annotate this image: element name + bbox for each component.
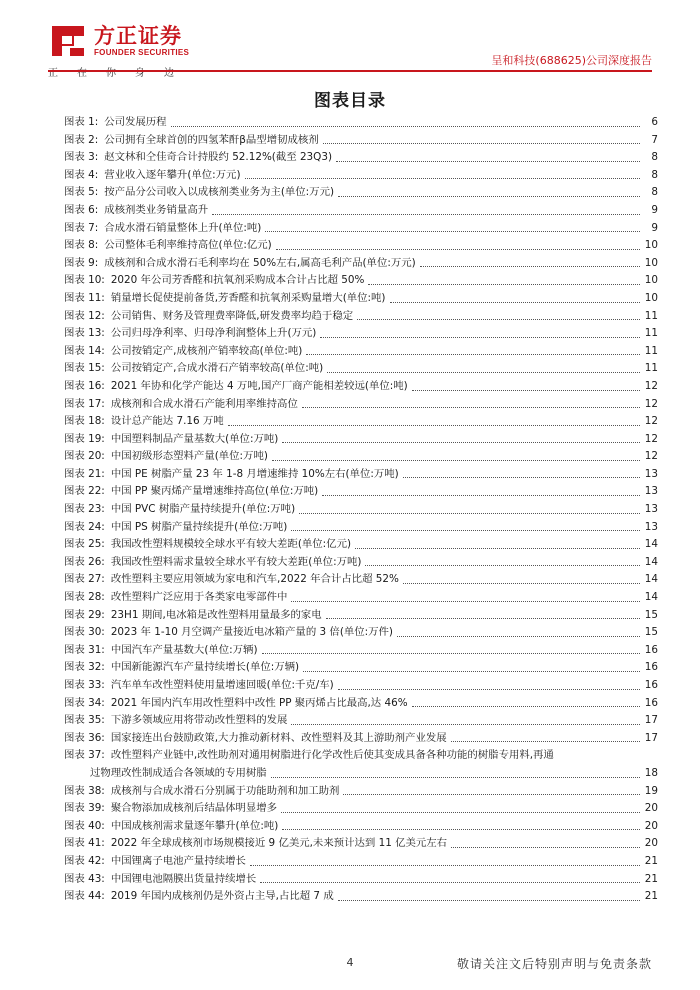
toc-row-leader <box>390 302 641 303</box>
toc-row-title: 国家接连出台鼓励政策,大力推动新材料、改性塑料及其上游助剂产业发展 <box>110 731 447 744</box>
toc-row[interactable] <box>64 184 658 202</box>
toc-row-label: 图表 18: <box>64 415 105 428</box>
toc-row-leader <box>281 812 640 813</box>
toc-row-title: 我国改性塑料需求量较全球水平有较大差距(单位:万吨) <box>110 555 362 568</box>
toc-row-leader <box>320 337 640 338</box>
toc-row[interactable] <box>64 149 658 167</box>
toc-row-title: 中国汽车产量基数大(单位:万辆) <box>110 643 258 656</box>
toc-row-title: 中国新能源汽车产量持续增长(单位:万辆) <box>110 661 300 674</box>
toc-row-page: 14 <box>644 591 658 604</box>
toc-row-label: 图表 34: <box>64 696 105 709</box>
header-divider <box>48 70 652 72</box>
toc-row-title: 成核剂和合成水滑石产能利用率维持高位 <box>110 397 298 410</box>
toc-row-page: 20 <box>644 837 658 850</box>
toc-row-page: 21 <box>644 872 658 885</box>
toc-row-title: 中国成核剂需求量逐年攀升(单位:吨) <box>110 819 279 832</box>
toc-row-label: 图表 20: <box>64 450 105 463</box>
toc-row-title: 中国 PS 树脂产量持续提升(单位:万吨) <box>110 520 288 533</box>
toc-row-page: 15 <box>644 626 658 639</box>
toc-row[interactable] <box>64 167 658 185</box>
toc-row[interactable] <box>64 308 658 326</box>
toc-row[interactable] <box>64 483 658 501</box>
toc-row[interactable] <box>64 765 658 783</box>
toc-row-label: 图表 21: <box>64 467 105 480</box>
toc-row-title: 公司按销定产,成核剂产销率较高(单位:吨) <box>110 344 303 357</box>
toc-row-title: 公司发展历程 <box>104 116 167 128</box>
toc-row[interactable] <box>64 202 658 220</box>
toc-row-title: 改性塑料产业链中,改性助剂对通用树脂进行化学改性后使其变成具备各种功能的树脂专用料,再通 <box>110 749 554 762</box>
toc-row-leader <box>403 583 640 584</box>
toc-row-title: 中国 PE 树脂产量 23 年 1-8 月增速维持 10%左右(单位:万吨) <box>110 467 399 480</box>
brand-name-cn: 方正证券 <box>94 24 182 48</box>
toc-row-label: 图表 33: <box>64 679 105 691</box>
toc-row[interactable] <box>64 325 658 343</box>
toc-row-label: 图表 11: <box>64 291 105 304</box>
toc-row-leader <box>272 460 640 461</box>
brand-logo <box>48 20 228 79</box>
toc-row-leader <box>306 354 640 355</box>
toc-row[interactable] <box>64 237 658 255</box>
toc-row-page: 21 <box>644 854 658 867</box>
toc-row-title: 聚合物添加成核剂后结晶体明显增多 <box>110 802 278 815</box>
toc-row-title: 成核剂和合成水滑石毛利率均在 50%左右,属高毛利产品(单位:万元) <box>104 256 416 269</box>
toc-row[interactable] <box>64 695 658 713</box>
toc-row-title: 中国 PVC 树脂产量持续提升(单位:万吨) <box>110 503 296 516</box>
toc-row-page: 6 <box>651 116 658 128</box>
toc-row-label: 图表 1: <box>64 116 99 128</box>
toc-row-leader <box>397 636 640 637</box>
toc-row[interactable] <box>64 589 658 607</box>
toc-row-page: 10 <box>644 239 658 252</box>
toc-row-leader <box>265 231 640 232</box>
toc-row[interactable] <box>64 378 658 396</box>
toc-row[interactable] <box>64 501 658 519</box>
toc-row-title: 公司归母净利率、归母净利润整体上升(万元) <box>110 327 317 340</box>
toc-row-page: 16 <box>644 696 658 709</box>
toc-row-page: 16 <box>644 661 658 674</box>
toc-row-title: 按产品分公司收入以成核剂类业务为主(单位:万元) <box>104 186 335 199</box>
toc-row[interactable] <box>64 730 658 748</box>
page-title: 图表目录 <box>314 91 386 111</box>
toc-row-page: 21 <box>644 890 658 903</box>
toc-row-page: 16 <box>644 643 658 656</box>
toc-row-label: 图表 2: <box>64 133 99 146</box>
toc-row-label: 图表 28: <box>64 591 105 604</box>
toc-row-title: 成核剂与合成水滑石分别属于功能助剂和加工助剂 <box>110 784 340 797</box>
toc-row-label: 图表 14: <box>64 344 105 357</box>
toc-row-label: 图表 9: <box>64 256 99 269</box>
toc-row-title: 2021 年协和化学产能达 4 万吨,国产厂商产能相差较远(单位:吨) <box>110 379 408 392</box>
toc-row-title: 设计总产能达 7.16 万吨 <box>110 415 224 428</box>
toc-row-title: 赵文林和仝佳奇合计持股约 52.12%(截至 23Q3) <box>104 151 333 164</box>
toc-row-label: 图表 39: <box>64 802 105 815</box>
toc-row[interactable] <box>64 835 658 853</box>
toc-row-title: 营业收入逐年攀升(单位:万元) <box>104 168 241 181</box>
toc-row-title: 中国初级形态塑料产量(单位:万吨) <box>110 450 268 463</box>
toc-row-label: 图表 37: <box>64 749 105 762</box>
toc-row-title: 中国锂电池隔膜出货量持续增长 <box>110 872 257 885</box>
toc-row-leader <box>338 689 640 690</box>
toc-row-leader <box>355 548 640 549</box>
toc-row-title: 销量增长促使提前备货,芳香醛和抗氧剂采购量增大(单位:吨) <box>110 291 386 304</box>
toc-row-page: 10 <box>644 291 658 304</box>
toc-row-page: 11 <box>644 344 658 357</box>
toc-row-leader <box>260 882 640 883</box>
toc-row-title: 我国改性塑料规模较全球水平有较大差距(单位:亿元) <box>110 538 352 551</box>
toc-row-title: 改性塑料主要应用领域为家电和汽车,2022 年合计占比超 52% <box>110 573 399 586</box>
toc-row-leader <box>171 126 640 127</box>
toc-row-title: 公司按销定产,合成水滑石产销率较高(单位:吨) <box>110 362 324 375</box>
toc-row-label: 图表 10: <box>64 274 105 287</box>
toc-row[interactable] <box>64 255 658 273</box>
toc-row-title: 2020 年公司芳香醛和抗氧剂采购成本合计占比超 50% <box>110 274 365 287</box>
toc-row-leader <box>338 196 640 197</box>
toc-row[interactable] <box>64 396 658 414</box>
toc-row-label: 图表 5: <box>64 186 99 199</box>
toc-row-page: 8 <box>651 186 658 199</box>
toc-row-leader <box>323 143 640 144</box>
toc-row-page: 12 <box>644 415 658 428</box>
toc-row-label: 图表 43: <box>64 872 105 885</box>
toc-row-page: 13 <box>644 485 658 498</box>
toc-row-page: 20 <box>644 802 658 815</box>
toc-row[interactable] <box>64 466 658 484</box>
toc-row-page: 12 <box>644 432 658 445</box>
toc-row-label: 图表 17: <box>64 397 105 410</box>
toc-row-leader <box>327 372 640 373</box>
toc-row-leader <box>302 407 640 408</box>
toc-row-label: 图表 3: <box>64 151 99 164</box>
toc-row-leader <box>365 565 640 566</box>
toc-row-label: 图表 26: <box>64 555 105 568</box>
toc-row-leader <box>368 284 640 285</box>
toc-row-page: 20 <box>644 819 658 832</box>
toc-row-leader <box>343 794 640 795</box>
toc-row[interactable] <box>64 624 658 642</box>
toc-row-label: 图表 23: <box>64 503 105 516</box>
toc-row-page: 17 <box>644 714 658 727</box>
toc-row-page: 11 <box>644 327 658 340</box>
toc-row[interactable] <box>64 571 658 589</box>
founder-logo-icon <box>48 20 88 60</box>
toc-row-title: 23H1 期间,电冰箱是改性塑料用量最多的家电 <box>110 608 322 621</box>
toc-row-leader <box>271 777 640 778</box>
toc-row-title: 公司拥有全球首创的四氢苯酐β晶型增韧成核剂 <box>104 133 319 146</box>
toc-row-leader <box>276 249 640 250</box>
toc-row[interactable] <box>64 431 658 449</box>
toc-row-page: 12 <box>644 450 658 463</box>
toc-row-label: 图表 6: <box>64 203 99 216</box>
toc-row-page: 11 <box>644 309 658 322</box>
toc-row-title: 中国锂离子电池产量持续增长 <box>110 854 246 867</box>
toc-row-title: 中国 PP 聚丙烯产量增速维持高位(单位:万吨) <box>110 485 319 498</box>
toc-row-leader <box>451 847 640 848</box>
toc-row-title: 2019 年国内成核剂仍是外资占主导,占比超 7 成 <box>110 890 334 903</box>
toc-row[interactable] <box>64 818 658 836</box>
toc-row[interactable] <box>64 853 658 871</box>
toc-row[interactable] <box>64 536 658 554</box>
toc-row-leader <box>291 530 640 531</box>
toc-row-label: 图表 15: <box>64 362 105 375</box>
toc-row-leader <box>412 390 640 391</box>
toc-row-leader <box>357 319 640 320</box>
toc-row-leader <box>303 671 640 672</box>
toc-row-title: 2022 年全球成核剂市场规模接近 9 亿美元,未来预计达到 11 亿美元左右 <box>110 837 448 850</box>
toc-row-leader <box>451 741 640 742</box>
toc-row-leader <box>299 513 640 514</box>
toc-row-page: 14 <box>644 538 658 551</box>
toc-row[interactable] <box>64 272 658 290</box>
toc-row-title: 中国塑料制品产量基数大(单位:万吨) <box>110 432 279 445</box>
toc-row[interactable] <box>64 783 658 801</box>
toc-row-label: 图表 8: <box>64 239 99 252</box>
brand-slogan: 正在你身边 <box>48 68 193 79</box>
toc-row-page: 9 <box>651 221 658 234</box>
toc-row-page: 7 <box>651 133 658 146</box>
toc-row-leader <box>291 724 640 725</box>
toc-row-label: 图表 41: <box>64 837 105 850</box>
toc-row[interactable] <box>64 132 658 150</box>
toc-row-title: 2023 年 1-10 月空调产量接近电冰箱产量的 3 倍(单位:万件) <box>110 626 393 639</box>
toc-row-label: 图表 29: <box>64 608 105 621</box>
toc-row-page: 18 <box>644 766 658 779</box>
toc-row[interactable] <box>64 290 658 308</box>
toc-row-label: 图表 27: <box>64 573 105 586</box>
toc-row-page: 15 <box>644 608 658 621</box>
toc-row-title: 公司整体毛利率维持高位(单位:亿元) <box>104 239 272 252</box>
toc-row-label: 图表 7: <box>64 221 99 234</box>
toc-row-leader <box>403 477 640 478</box>
toc-row-leader <box>282 442 640 443</box>
toc-row-page: 17 <box>644 731 658 744</box>
toc-row[interactable] <box>64 343 658 361</box>
toc-row-page: 19 <box>644 784 658 797</box>
toc-row-label: 图表 22: <box>64 485 105 498</box>
toc-row-page: 11 <box>644 362 658 375</box>
toc-row[interactable] <box>64 888 658 906</box>
toc-row-title: 下游多领域应用将带动改性塑料的发展 <box>110 714 288 727</box>
toc-row-leader <box>228 425 640 426</box>
toc-row-label: 图表 36: <box>64 731 105 744</box>
toc-row[interactable] <box>64 114 658 132</box>
toc-row-label: 图表 32: <box>64 661 105 674</box>
toc-row-label: 图表 19: <box>64 432 105 445</box>
toc-row[interactable] <box>64 554 658 572</box>
toc-row-page: 10 <box>644 256 658 269</box>
toc-row-leader <box>212 214 640 215</box>
toc-row[interactable] <box>64 360 658 378</box>
toc-row[interactable] <box>64 871 658 889</box>
toc-row-leader <box>322 495 640 496</box>
toc-row-label: 图表 4: <box>64 168 99 181</box>
toc-row[interactable] <box>64 220 658 238</box>
toc-row-label: 图表 24: <box>64 520 105 533</box>
toc-row[interactable] <box>64 642 658 660</box>
toc-row-page: 13 <box>644 520 658 533</box>
page-number: 4 <box>346 956 354 969</box>
toc-row-label: 图表 30: <box>64 626 105 639</box>
toc-row-label: 图表 13: <box>64 327 105 340</box>
toc-row[interactable] <box>64 747 658 765</box>
toc-row-page: 8 <box>651 151 658 164</box>
toc-row-page: 10 <box>644 274 658 287</box>
toc-row-title: 公司销售、财务及管理费率降低,研发费率均趋于稳定 <box>110 309 354 322</box>
toc-row-leader <box>326 618 640 619</box>
toc-row[interactable] <box>64 519 658 537</box>
brand-name-en: FOUNDER SECURITIES <box>94 48 190 57</box>
toc-row-label: 图表 31: <box>64 643 105 656</box>
toc-row-page: 14 <box>644 555 658 568</box>
toc-row-label: 图表 38: <box>64 784 105 797</box>
toc-row-label: 图表 42: <box>64 854 105 867</box>
toc-row-page: 13 <box>644 503 658 516</box>
toc-row-leader <box>282 829 640 830</box>
toc-row-leader <box>291 601 640 602</box>
toc-row-label: 图表 16: <box>64 379 105 392</box>
toc-row-label: 图表 40: <box>64 819 105 832</box>
toc-list <box>64 114 658 906</box>
toc-row-leader <box>420 266 640 267</box>
toc-row-page: 8 <box>651 168 658 181</box>
report-tag: 呈和科技(688625)公司深度报告 <box>491 54 652 67</box>
toc-row[interactable] <box>64 413 658 431</box>
toc-row[interactable] <box>64 607 658 625</box>
toc-row-title: 汽车单车改性塑料使用量增速回暖(单位:千克/车) <box>110 679 334 691</box>
toc-row-leader <box>412 706 640 707</box>
toc-row-title: 合成水滑石销量整体上升(单位:吨) <box>104 221 262 234</box>
toc-row-leader <box>336 161 640 162</box>
toc-row[interactable] <box>64 659 658 677</box>
toc-row[interactable] <box>64 800 658 818</box>
toc-row-page: 16 <box>644 679 658 691</box>
toc-row-label: 图表 12: <box>64 309 105 322</box>
toc-row-label: 图表 35: <box>64 714 105 727</box>
toc-row-label: 图表 44: <box>64 890 105 903</box>
toc-row-leader <box>262 653 641 654</box>
toc-row[interactable] <box>64 677 658 695</box>
toc-row-page: 9 <box>651 203 658 216</box>
toc-row-title: 改性塑料广泛应用于各类家电零部件中 <box>110 591 288 604</box>
toc-row-title: 成核剂类业务销量高升 <box>104 203 209 216</box>
toc-row[interactable] <box>64 448 658 466</box>
toc-row[interactable] <box>64 712 658 730</box>
toc-row-leader <box>338 900 640 901</box>
toc-row-leader <box>250 865 640 866</box>
toc-row-title: 2021 年国内汽车用改性塑料中改性 PP 聚丙烯占比最高,达 46% <box>110 696 408 709</box>
toc-row-label: 图表 25: <box>64 538 105 551</box>
toc-row-leader <box>245 178 641 179</box>
toc-row-page: 12 <box>644 397 658 410</box>
footer-disclaimer: 敬请关注文后特别声明与免责条款 <box>456 957 652 971</box>
toc-row-page: 14 <box>644 573 658 586</box>
toc-row-page: 12 <box>644 379 658 392</box>
toc-row-page: 13 <box>644 467 658 480</box>
toc-row-title: 过物理改性制成适合各领域的专用树脂 <box>90 766 267 779</box>
